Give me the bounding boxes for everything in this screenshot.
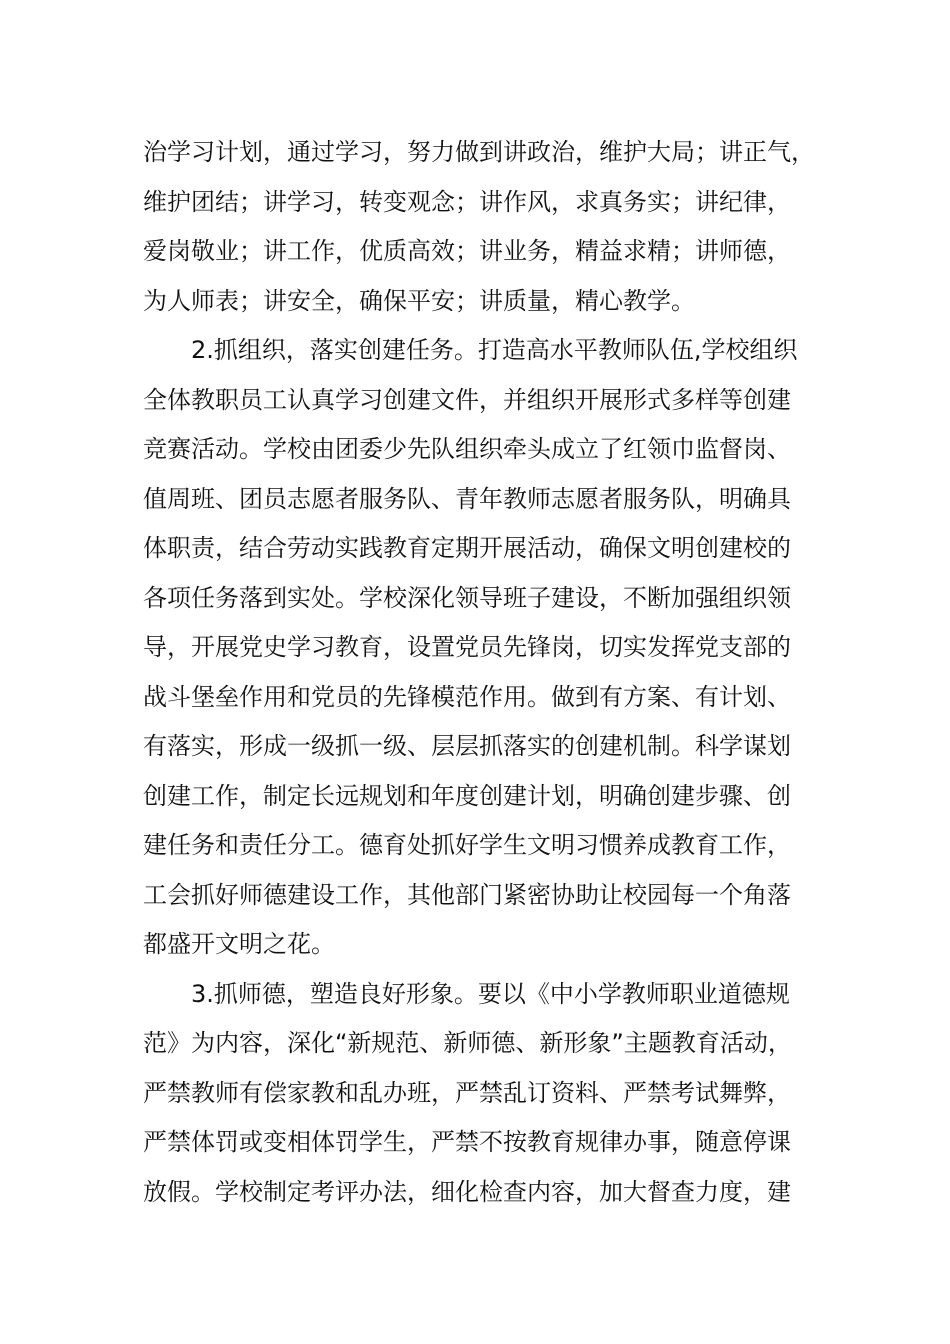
text-line: 全体教职员工认真学习创建文件，并组织开展形式多样等创建	[143, 385, 791, 414]
text-line: 体职责，结合劳动实践教育定期开展活动，确保文明创建校的	[143, 534, 791, 562]
text-line: 范》为内容，深化“新规范、新师德、新形象”主题教育活动，	[143, 1029, 792, 1057]
text-line: 建任务和责任分工。德育处抓好学生文明习惯养成教育工作，	[143, 831, 791, 859]
text-line: 治学习计划，通过学习，努力做到讲政治，维护大局；讲正气，	[143, 138, 815, 166]
document-body	[143, 128, 843, 1217]
text-line: 2.抓组织，落实创建任务。打造高水平教师队伍,学校组织	[143, 336, 798, 364]
text-line: 为人师表；讲安全，确保平安；讲质量，精心教学。	[143, 286, 695, 315]
text-line: 工会抓好师德建设工作，其他部门紧密协助让校园每一个角落	[143, 880, 791, 909]
text-line: 爱岗敬业；讲工作，优质高效；讲业务，精益求精；讲师德，	[143, 237, 791, 265]
text-line: 导，开展党史学习教育，设置党员先锋岗，切实发挥党支部的	[143, 633, 791, 661]
text-line: 3.抓师德，塑造良好形象。要以《中小学教师职业道德规	[143, 979, 790, 1008]
text-line: 创建工作，制定长远规划和年度创建计划，明确创建步骤、创	[143, 781, 791, 810]
text-line: 各项任务落到实处。学校深化领导班子建设，不断加强组织领	[143, 583, 791, 612]
text-line: 维护团结；讲学习，转变观念；讲作风，求真务实；讲纪律，	[143, 187, 791, 216]
text-line: 严禁教师有偿家教和乱办班，严禁乱订资料、严禁考试舞弊，	[143, 1078, 791, 1107]
text-line: 值周班、团员志愿者服务队、青年教师志愿者服务队，明确具	[143, 484, 791, 513]
text-line: 放假。学校制定考评办法，细化检查内容，加大督查力度，建	[143, 1177, 791, 1206]
text-line: 有落实，形成一级抓一级、层层抓落实的创建机制。科学谋划	[143, 732, 791, 760]
text-line: 竞赛活动。学校由团委少先队组织牵头成立了红领巾监督岗、	[143, 435, 791, 463]
text-line: 严禁体罚或变相体罚学生，严禁不按教育规律办事，随意停课	[143, 1128, 791, 1156]
text-line: 都盛开文明之花。	[143, 930, 335, 958]
text-line: 战斗堡垒作用和党员的先锋模范作用。做到有方案、有计划、	[143, 682, 791, 711]
